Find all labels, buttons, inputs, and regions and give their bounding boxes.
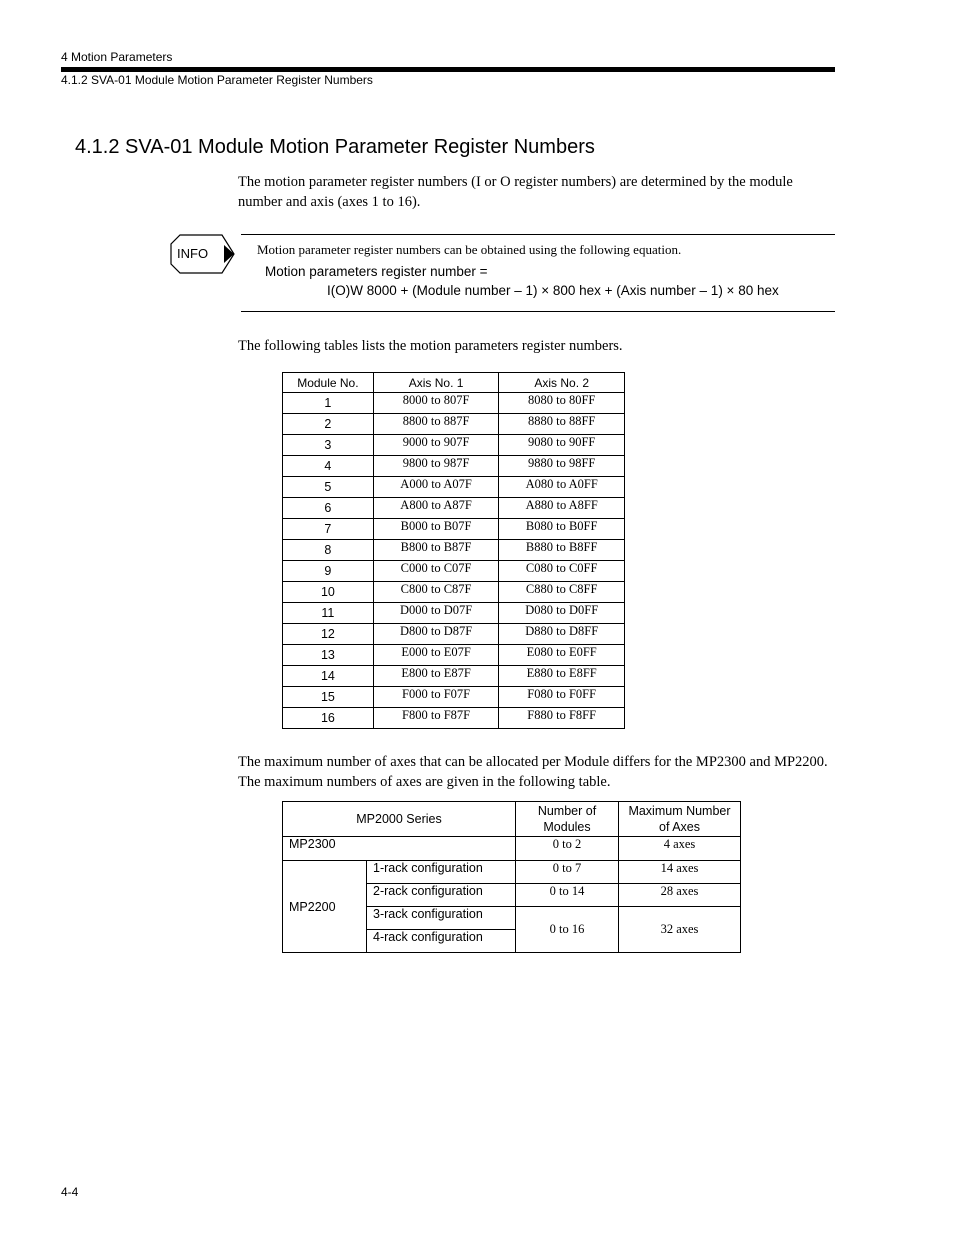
cell-axis-2-range: A880 to A8FF	[499, 498, 625, 519]
cell-axis-2-range: 8880 to 88FF	[499, 414, 625, 435]
header-rule	[61, 67, 835, 72]
cell-module-no: 12	[283, 624, 374, 645]
cell-axis-2-range: 9880 to 98FF	[499, 456, 625, 477]
cell-module-no: 11	[283, 603, 374, 624]
cell-axis-1-range: C800 to C87F	[373, 582, 499, 603]
table-header-row	[283, 373, 625, 393]
cell-module-no: 15	[283, 687, 374, 708]
col-header-module-no: Module No.	[283, 373, 374, 393]
cell-axis-2-range: D080 to D0FF	[499, 603, 625, 624]
col-header-modules	[516, 802, 619, 837]
info-bottom-rule	[241, 311, 835, 312]
cell-axis-1-range: A800 to A87F	[373, 498, 499, 519]
info-top-rule	[241, 234, 835, 235]
cell-module-no: 10	[283, 582, 374, 603]
info-equation-rhs: I(O)W 8000 + (Module number – 1) × 800 hex + (Axis number – 1) × 80 hex	[327, 283, 779, 298]
cell-axis-1-range: E800 to E87F	[373, 666, 499, 687]
table-row	[283, 414, 625, 435]
mp2200-rack2-axes: 28 axes	[619, 884, 741, 907]
cell-axis-2-range: F880 to F8FF	[499, 708, 625, 729]
cell-axis-1-range: F000 to F07F	[373, 687, 499, 708]
page-title: 4.1.2 SVA-01 Module Motion Parameter Register Numbers	[75, 136, 595, 158]
table-row	[283, 582, 625, 603]
page-number: 4-4	[61, 1185, 79, 1199]
table-row	[283, 498, 625, 519]
col-header-axes	[619, 802, 741, 837]
register-number-table	[282, 372, 625, 729]
mp2200-rack1-axes: 14 axes	[619, 861, 741, 884]
mp2300-modules: 0 to 2	[516, 837, 619, 861]
cell-axis-2-range: A080 to A0FF	[499, 477, 625, 498]
mp2200-rack34-axes: 32 axes	[619, 907, 741, 953]
cell-module-no: 3	[283, 435, 374, 456]
cell-module-no: 13	[283, 645, 374, 666]
cell-axis-1-range: B800 to B87F	[373, 540, 499, 561]
table-row	[283, 561, 625, 582]
mp2200-rack3-label: 3-rack configuration	[367, 907, 516, 930]
cell-axis-1-range: 9800 to 987F	[373, 456, 499, 477]
table-row	[283, 624, 625, 645]
table-row	[283, 435, 625, 456]
cell-axis-2-range: E880 to E8FF	[499, 666, 625, 687]
cell-module-no: 1	[283, 393, 374, 414]
cell-axis-2-range: C080 to C0FF	[499, 561, 625, 582]
col-header-axis-1: Axis No. 1	[373, 373, 499, 393]
cell-axis-2-range: B080 to B0FF	[499, 519, 625, 540]
cell-module-no: 6	[283, 498, 374, 519]
intro-paragraph: The motion parameter register numbers (I or O register numbers) are determined by the module number and axis (axes 1 to 16).	[238, 174, 793, 210]
mp2200-rack34-modules: 0 to 16	[516, 907, 619, 953]
cell-module-no: 8	[283, 540, 374, 561]
cell-module-no: 16	[283, 708, 374, 729]
mp2200-rack1-modules: 0 to 7	[516, 861, 619, 884]
cell-axis-1-range: E000 to E07F	[373, 645, 499, 666]
header-chapter: 4 Motion Parameters	[61, 50, 173, 64]
cell-module-no: 2	[283, 414, 374, 435]
col-header-series: MP2000 Series	[283, 802, 516, 837]
table-row	[283, 708, 625, 729]
tables-intro: The following tables lists the motion parameters register numbers.	[238, 338, 623, 354]
cell-axis-2-range: F080 to F0FF	[499, 687, 625, 708]
mp2200-rack2-label: 2-rack configuration	[367, 884, 516, 907]
cell-axis-2-range: B880 to B8FF	[499, 540, 625, 561]
col-header-axes-line1: Maximum Number	[628, 804, 731, 818]
col-header-modules-line2: Modules	[543, 820, 591, 834]
cell-module-no: 5	[283, 477, 374, 498]
cell-axis-1-range: B000 to B07F	[373, 519, 499, 540]
cell-axis-2-range: D880 to D8FF	[499, 624, 625, 645]
max-axes-table	[282, 801, 741, 953]
cell-axis-2-range: C880 to C8FF	[499, 582, 625, 603]
mp2300-axes: 4 axes	[619, 837, 741, 861]
cell-module-no: 7	[283, 519, 374, 540]
cell-axis-1-range: 8000 to 807F	[373, 393, 499, 414]
cell-module-no: 9	[283, 561, 374, 582]
cell-axis-1-range: F800 to F87F	[373, 708, 499, 729]
cell-axis-2-range: 9080 to 90FF	[499, 435, 625, 456]
cell-axis-1-range: A000 to A07F	[373, 477, 499, 498]
table-row	[283, 861, 741, 884]
cell-axis-2-range: E080 to E0FF	[499, 645, 625, 666]
cell-module-no: 14	[283, 666, 374, 687]
table-row	[283, 687, 625, 708]
info-icon-label: INFO	[177, 246, 209, 261]
info-text: Motion parameter register numbers can be obtained using the following equation.	[257, 242, 682, 257]
cell-axis-1-range: D000 to D07F	[373, 603, 499, 624]
info-icon	[170, 234, 236, 274]
mp2200-rack2-modules: 0 to 14	[516, 884, 619, 907]
table-row	[283, 666, 625, 687]
table-row	[283, 540, 625, 561]
mp2200-rack4-label: 4-rack configuration	[367, 930, 516, 953]
mp2200-name: MP2200	[283, 861, 367, 953]
table-row	[283, 456, 625, 477]
table-row	[283, 837, 741, 861]
cell-axis-2-range: 8080 to 80FF	[499, 393, 625, 414]
cell-module-no: 4	[283, 456, 374, 477]
table-header-row	[283, 802, 741, 837]
table-row	[283, 393, 625, 414]
cell-axis-1-range: C000 to C07F	[373, 561, 499, 582]
table-row	[283, 645, 625, 666]
cell-axis-1-range: 8800 to 887F	[373, 414, 499, 435]
table-row	[283, 519, 625, 540]
col-header-axis-2: Axis No. 2	[499, 373, 625, 393]
col-header-axes-line2: of Axes	[659, 820, 700, 834]
max-axes-intro: The maximum number of axes that can be allocated per Module differs for the MP2300 and MP2200. The maximum numbers of axes are given in the following table.	[238, 754, 828, 790]
table-row	[283, 477, 625, 498]
table-row	[283, 603, 625, 624]
cell-axis-1-range: 9000 to 907F	[373, 435, 499, 456]
mp2300-name: MP2300	[283, 837, 516, 861]
col-header-modules-line1: Number of	[537, 804, 597, 818]
header-section: 4.1.2 SVA-01 Module Motion Parameter Register Numbers	[61, 73, 373, 87]
cell-axis-1-range: D800 to D87F	[373, 624, 499, 645]
info-equation-lhs: Motion parameters register number =	[265, 264, 488, 279]
mp2200-rack1-label: 1-rack configuration	[367, 861, 516, 884]
